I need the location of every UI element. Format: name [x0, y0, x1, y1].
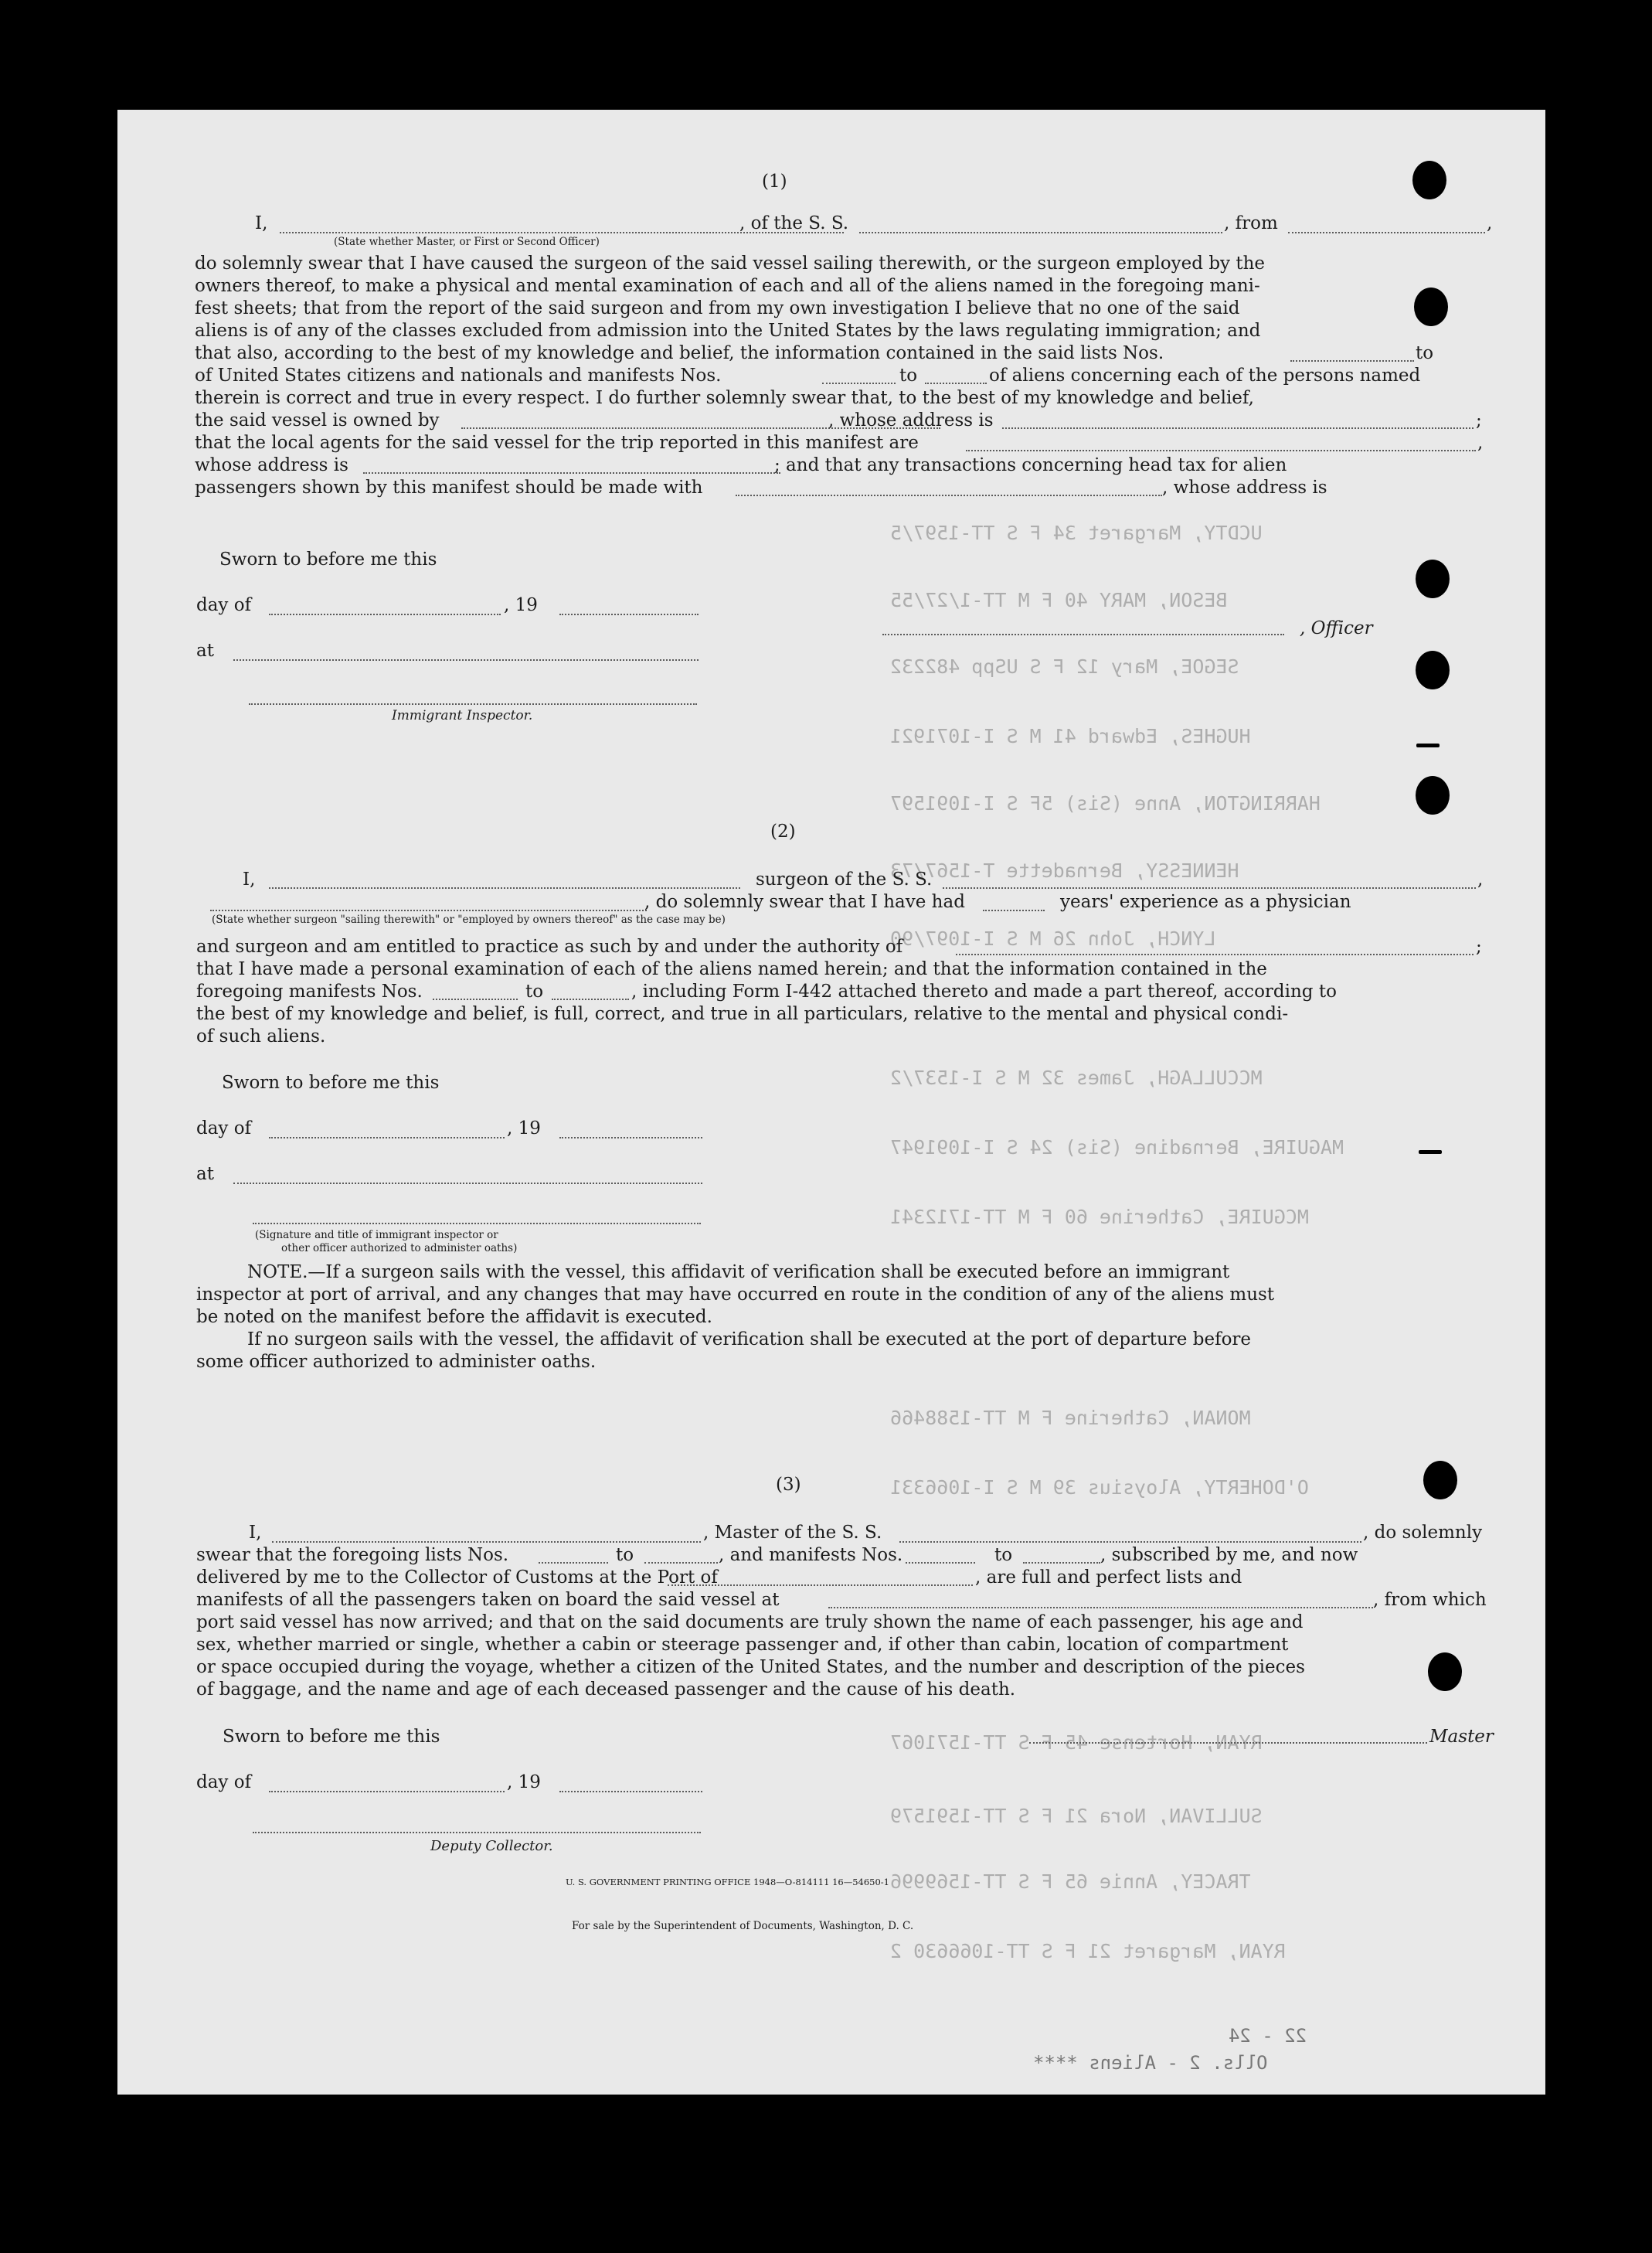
s1-at-field[interactable]: [233, 659, 699, 661]
s2-line-4: the best of my knowledge and belief, is full, correct, and true in all particulars, relative to the mental and physical condi-: [196, 1004, 1289, 1024]
s2-manifests-from-field[interactable]: [433, 999, 518, 1000]
punch-mark: [1419, 1150, 1442, 1154]
s1-line-4: aliens is of any of the classes excluded from admission into the United States by the laws regulating immigration; and: [195, 321, 1261, 341]
s1-at: at: [196, 641, 214, 661]
s3-collector-signature-field[interactable]: [253, 1832, 701, 1833]
s2-caption: (State whether surgeon "sailing therewith" or "employed by owners thereof" as the case may be): [212, 914, 726, 926]
punch-hole: [1414, 288, 1448, 326]
s1-caption: (State whether Master, or First or Second Officer): [334, 236, 600, 248]
s3-manifests-from-field[interactable]: [906, 1562, 975, 1564]
section-2-number: (2): [770, 822, 796, 842]
s2-surgeon-name-field[interactable]: [269, 887, 740, 889]
s1-line-11: passengers shown by this manifest should be made with: [195, 478, 703, 498]
s2-note-4: If no surgeon sails with the vessel, the affidavit of verification shall be executed at the port of departure before: [247, 1329, 1252, 1349]
s2-caption-sig-1: (Signature and title of immigrant inspector or: [255, 1229, 498, 1241]
punch-hole: [1416, 651, 1450, 689]
section-3-number: (3): [776, 1475, 801, 1495]
punch-hole: [1416, 776, 1450, 815]
s1-manifests-from-field[interactable]: [822, 383, 896, 384]
s2-vessel-field[interactable]: [943, 887, 1476, 889]
s2-year: , 19: [507, 1118, 541, 1138]
s2-authority-field[interactable]: [956, 954, 1474, 955]
section-1-number: (1): [762, 172, 787, 192]
stamp-bottom-right: Olls. 2 - Aliens ****: [1033, 2052, 1268, 2074]
s1-day-field[interactable]: [269, 614, 501, 615]
s2-years-field[interactable]: [983, 910, 1045, 911]
s3-to: to: [616, 1545, 634, 1565]
s3-day-of: day of: [196, 1772, 252, 1792]
s2-line-2: that I have made a personal examination of each of the aliens named herein; and that the information contained in the: [196, 959, 1267, 979]
s2-status-field[interactable]: [210, 910, 647, 911]
s2-note-3: be noted on the manifest before the affidavit is executed.: [196, 1307, 712, 1327]
s1-year: , 19: [504, 595, 538, 615]
footer-for-sale: For sale by the Superintendent of Documents, Washington, D. C.: [572, 1920, 914, 1932]
s2-at-field[interactable]: [233, 1183, 702, 1184]
s1-whose-address: , whose address is: [828, 410, 994, 431]
s3-sworn: Sworn to before me this: [223, 1727, 440, 1747]
punch-hole: [1428, 1652, 1462, 1691]
s1-of-ss: , of the S. S.: [739, 213, 849, 233]
s1-to: to: [1416, 343, 1434, 363]
s3-line-2: sex, whether married or single, whether a cabin or steerage passenger and, if other than cabin, location of compartment: [196, 1635, 1289, 1655]
s1-i: I,: [255, 213, 268, 233]
s1-sworn: Sworn to before me this: [219, 550, 437, 570]
s1-officer: , Officer: [1300, 618, 1373, 638]
s3-port-field[interactable]: [668, 1584, 973, 1586]
s1-from-field[interactable]: [1288, 232, 1485, 233]
s3-swear-lists: swear that the foregoing lists Nos.: [196, 1545, 509, 1565]
punch-mark: [1416, 744, 1440, 747]
s3-vessel-field[interactable]: [899, 1541, 1361, 1543]
s1-line-6: of United States citizens and nationals and manifests Nos.: [195, 366, 722, 386]
s3-line-4: of baggage, and the name and age of each deceased passenger and the cause of his death.: [196, 1680, 1016, 1700]
s3-master: Master: [1429, 1727, 1494, 1747]
s2-comma: ,: [1477, 870, 1484, 890]
s2-note-1: NOTE.—If a surgeon sails with the vessel, this affidavit of verification shall be executed before an immigrant: [247, 1262, 1230, 1282]
s2-note-5: some officer authorized to administer oaths.: [196, 1352, 597, 1372]
s2-at: at: [196, 1164, 214, 1184]
s2-manifests-to-field[interactable]: [552, 999, 629, 1000]
s3-from-which: , from which: [1373, 1590, 1487, 1610]
s1-owner-address-field[interactable]: [1002, 427, 1474, 429]
s3-line-1: port said vessel has now arrived; and that on the said documents are truly shown the name of each passenger, his age and: [196, 1612, 1304, 1632]
s3-subscribed: , subscribed by me, and now: [1100, 1545, 1358, 1565]
s3-do-solemnly: , do solemnly: [1363, 1523, 1483, 1543]
s3-to-2: to: [994, 1545, 1013, 1565]
punch-hole: [1416, 560, 1450, 598]
s2-sworn: Sworn to before me this: [222, 1073, 440, 1093]
s3-year: , 19: [507, 1772, 541, 1792]
s2-day-field[interactable]: [269, 1137, 505, 1138]
s1-semicolon: ;: [1476, 410, 1482, 431]
s1-line-1: do solemnly swear that I have caused the surgeon of the said vessel sailing therewith, or the surgeon employed by the: [195, 254, 1266, 274]
s1-line-7: therein is correct and true in every respect. I do further solemnly swear that, to the best of my knowledge and belief,: [195, 388, 1254, 408]
s2-i: I,: [243, 870, 256, 890]
s2-year-field[interactable]: [559, 1137, 702, 1138]
s3-delivered: delivered by me to the Collector of Customs at the Port of: [196, 1567, 718, 1588]
s2-day-of: day of: [196, 1118, 252, 1138]
s1-officer-signature-field[interactable]: [882, 634, 1284, 635]
s1-head-tax-field[interactable]: [736, 495, 1162, 496]
s1-agents-address-field[interactable]: [363, 472, 780, 474]
s1-line-10: whose address is: [195, 455, 348, 475]
s3-master-signature-field[interactable]: [1029, 1742, 1427, 1744]
punch-hole: [1412, 161, 1446, 199]
s2-including: , including Form I-442 attached thereto and made a part thereof, according to: [631, 982, 1337, 1002]
s2-semicolon: ;: [1476, 937, 1482, 957]
s2-inspector-signature-field[interactable]: [253, 1223, 701, 1224]
s1-whose-address-2: , whose address is: [1162, 478, 1327, 498]
footer-printing: U. S. GOVERNMENT PRINTING OFFICE 1948—O-814111 16—54650-1: [566, 1877, 889, 1887]
s2-note-2: inspector at port of arrival, and any changes that may have occurred en route in the condition of any of the aliens must: [196, 1285, 1275, 1305]
s3-full-perfect: , are full and perfect lists and: [975, 1567, 1242, 1588]
s1-lists-from-field[interactable]: [1290, 360, 1414, 362]
s1-agents-field[interactable]: [966, 450, 1476, 451]
s3-day-field[interactable]: [269, 1791, 505, 1792]
s1-inspector-signature-field[interactable]: [249, 703, 697, 705]
s1-manifests-to-field[interactable]: [925, 383, 987, 384]
s1-line-2: owners thereof, to make a physical and mental examination of each and all of the aliens named in the foregoing mani-: [195, 276, 1260, 296]
manifest-page: UCDTY, Margaret 34 F S TT-1597/5 BESON, MARY 40 F M TT-1/27/55 SEGOE, Mary 12 F S USpp 482232 HUGHES, Edward 41 M S I-1071921 HARRINGTON, Anne (Sis) 5F S I-1091597 HENNESSY, Bernadette T-1567/73 LYNCH, John 26 M S I-1097/90 MCCULLAGH, James 32 M S I-1537/2 MAGUIRE, Bernadine (Sis) 24 S I-1091947 MCGUIRE, Catherine 60 F M TT-1712341 MONAN, Catherine F M TT-1588466 O'DOHERTY, Aloysius 39 M S I-1066331 RYAN, Hortense 45 F S TT-1571067 SULLIVAN, Nora 21 F S TT-1591579 TRACEY, Annie 65 F S TT-1569996 RYAN, Margaret 21 F S TT-1066630 2 (1) I, , of the S. S. , from , (State whether Master, or First or Second Officer) do solemnly swear that I have caused the surgeon of the said vessel sailing therewith, or the surgeon employed by the owners thereof, to make a physical and mental examination of each and all of the aliens named in the foregoing mani- fest sheets; that from the report of the said surgeon and from my own investigation I believe that no one of the said aliens is of any of the classes excluded from admission into the United States by the laws regulating immigration; and that also, according to the best of my knowledge and belief, the information contained in the said lists Nos. to of United States citizens and nationals and manifests Nos. to of aliens concerning each of the persons named therein is correct and true in every respect. I do further solemnly swear that, to the best of my knowledge and belief, the said vessel is owned by , whose address is ; that the local agents for the said vessel for the trip reported in this manifest are , whose address is ; and that any transactions concerning head tax for alien passengers shown by this manifest should be made with , whose address is Sworn to before me this day of , 19 at , Officer Immigrant Inspector. (2) I, surgeon of the S. S. , , do solemnly swear that I have had years' experience as a physician (State whether surgeon "sailing therewith" or "employed by owners thereof" as the case may be) and surgeon and am entitled to practice as such by and under the authority of ; that I have made a personal examination of each of the aliens named herein; and that the information contained in the foregoing manifests Nos. to , including Form I-442 attached thereto and made a part thereof, according to the best of my knowledge and belief, is full, correct, and true in all particulars, relative to the mental and physical condi- of such aliens. Sworn to before me this day of , 19 at (Signature and title of immigrant inspector or other officer authorized to administer oaths) NOTE.—If a surgeon sails with the vessel, this affidavit of verification shall be executed before an immigrant inspector at port of arrival, and any changes that may have occurred en route in the condition of any of the aliens must be noted on the manifest before the affidavit is executed. If no surgeon sails with the vessel, the affidavit of verification shall be executed at the port of departure before some officer authorized to administer oaths. (3) I, , Master of the S. S. , do solemnly swear that the foregoing lists Nos. to , and manifests Nos. to , subscribed by me, and now delivered by me to the Collector of Customs at the Port of , are full and perfect lists and manifests of all the passengers taken on board the said vessel at , from which port said vessel has now arrived; and that on the said documents are truly shown the name of each passenger, his age and sex, whether married or single, whether a cabin or steerage passenger and, if other than cabin, location of compartment or space occupied during the voyage, whether a citizen of the United States, and the number and description of the pieces of baggage, and the name and age of each deceased passenger and the cause of his death. Sworn to before me this Master day of , 19 Deputy Collector. U. S. GOVERNMENT PRINTING OFFICE 1948—O-814111 16—54650-1 For sale by the Superintendent of Documents, Washington, D. C. 22 - 24 Olls. 2 - Aliens ****: [117, 110, 1545, 2095]
s3-lists-from-field[interactable]: [539, 1562, 608, 1564]
s3-master-of: , Master of the S. S.: [703, 1523, 882, 1543]
s3-master-name-field[interactable]: [272, 1541, 701, 1543]
s3-embark-port-field[interactable]: [828, 1607, 1373, 1608]
s1-day-of: day of: [196, 595, 252, 615]
s1-transactions: ; and that any transactions concerning head tax for alien: [774, 455, 1287, 475]
s2-line-5: of such aliens.: [196, 1026, 326, 1047]
s1-line-3: fest sheets; that from the report of the said surgeon and from my own investigation I believe that no one of the said: [195, 298, 1240, 318]
s1-inspector: Immigrant Inspector.: [392, 708, 533, 723]
s2-line-1: and surgeon and am entitled to practice as such by and under the authority of: [196, 937, 903, 957]
s1-aliens-concerning: of aliens concerning each of the persons named: [989, 366, 1421, 386]
punch-hole: [1423, 1461, 1457, 1499]
s1-to-2: to: [899, 366, 918, 386]
s3-and-manifests: , and manifests Nos.: [719, 1545, 903, 1565]
s2-caption-sig-2: other officer authorized to administer oaths): [281, 1242, 518, 1254]
s1-comma: ,: [1487, 213, 1493, 233]
s3-lists-to-field[interactable]: [644, 1562, 718, 1564]
s2-surgeon-of: surgeon of the S. S.: [756, 870, 933, 890]
s1-line-8: the said vessel is owned by: [195, 410, 440, 431]
s3-manifests-all: manifests of all the passengers taken on board the said vessel at: [196, 1590, 780, 1610]
s1-from: , from: [1224, 213, 1278, 233]
s1-line-9: that the local agents for the said vessel for the trip reported in this manifest are: [195, 433, 919, 453]
s3-i: I,: [249, 1523, 262, 1543]
s2-years: years' experience as a physician: [1060, 892, 1351, 912]
s1-year-field[interactable]: [559, 614, 699, 615]
s3-year-field[interactable]: [559, 1791, 702, 1792]
s2-line-3: foregoing manifests Nos.: [196, 982, 423, 1002]
s2-to: to: [525, 982, 544, 1002]
s1-line-5: that also, according to the best of my knowledge and belief, the information contained in the said lists Nos.: [195, 343, 1164, 363]
s1-comma-2: ,: [1477, 433, 1484, 453]
s1-vessel-field[interactable]: [859, 232, 1222, 233]
stamp-top-right: 22 - 24: [1229, 2025, 1307, 2047]
s2-swear: , do solemnly swear that I have had: [644, 892, 965, 912]
s3-line-3: or space occupied during the voyage, whether a citizen of the United States, and the number and description of the pieces: [196, 1657, 1305, 1677]
s3-deputy: Deputy Collector.: [430, 1838, 553, 1854]
s3-manifests-to-field[interactable]: [1023, 1562, 1100, 1564]
